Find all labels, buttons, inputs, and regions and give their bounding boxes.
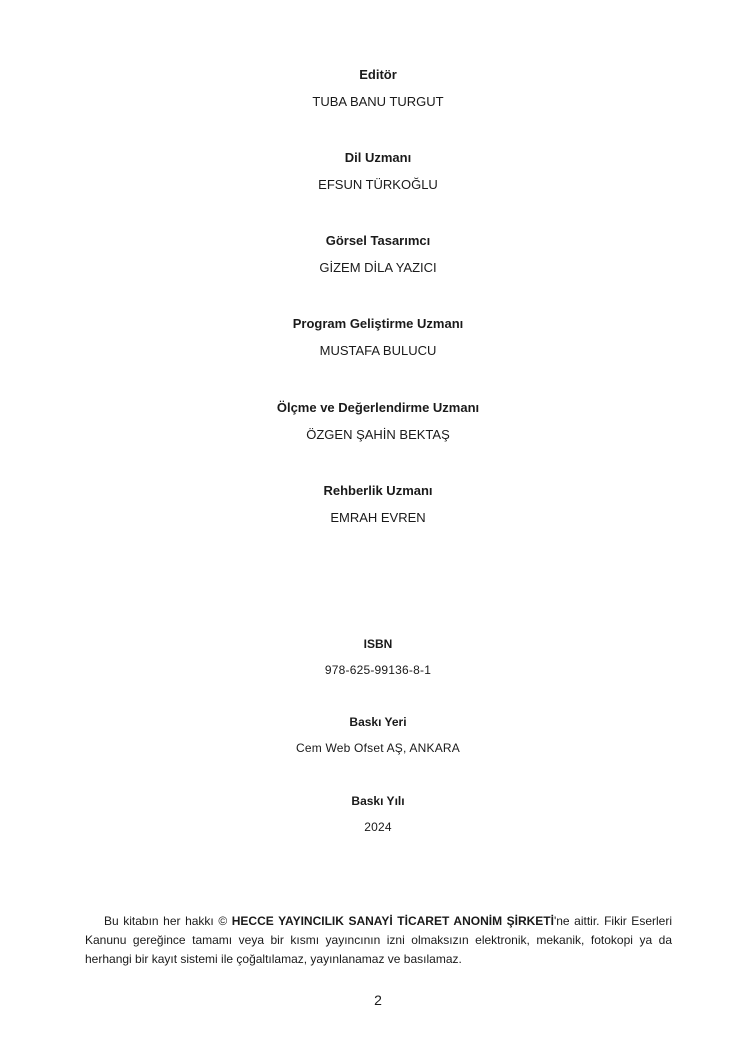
credit-role: Rehberlik Uzmanı — [323, 483, 433, 498]
credit-name: EFSUN TÜRKOĞLU — [318, 177, 438, 192]
copyright-prefix: Bu kitabın her hakkı © — [104, 914, 232, 928]
credit-role: Editör — [359, 67, 397, 82]
credit-role: Dil Uzmanı — [344, 150, 412, 165]
credit-guidance-expert — [0, 483, 756, 526]
credit-role: Görsel Tasarımcı — [325, 233, 431, 248]
publication-label: Baskı Yeri — [349, 715, 407, 729]
credit-program-developer — [0, 316, 756, 359]
credit-editor — [0, 67, 756, 110]
copyright-company: HECCE YAYINCILIK SANAYİ TİCARET ANONİM ŞİRKETİ — [231, 914, 554, 928]
credit-role: Program Geliştirme Uzmanı — [292, 316, 464, 331]
credit-role: Ölçme ve Değerlendirme Uzmanı — [276, 400, 480, 415]
copyright-notice — [85, 912, 672, 969]
copyright-suffix: 'ne aittir. Fikir Eserleri Kanunu gereğince tamamı veya bir kısmı yayıncının izni olmaksızın elektronik, mekanik, fotokopi ya da herhangi bir kayıt sistemi ile çoğaltılamaz, yayınlanamaz ve basılamaz. — [85, 914, 672, 966]
credit-name: GİZEM DİLA YAZICI — [319, 260, 437, 275]
publication-isbn — [0, 636, 756, 678]
credit-name: MUSTAFA BULUCU — [319, 343, 437, 358]
publication-value: Cem Web Ofset AŞ, ANKARA — [296, 741, 460, 755]
credit-language-expert — [0, 150, 756, 193]
publication-print-year — [0, 793, 756, 835]
credit-assessment-expert — [0, 400, 756, 443]
publication-value: 2024 — [364, 820, 392, 834]
publication-label: ISBN — [363, 637, 393, 651]
credit-name: ÖZGEN ŞAHİN BEKTAŞ — [306, 427, 450, 442]
publication-print-place — [0, 714, 756, 756]
credit-visual-designer — [0, 233, 756, 276]
publication-value: 978-625-99136-8-1 — [324, 663, 432, 677]
credit-name: TUBA BANU TURGUT — [312, 94, 444, 109]
page-number: 2 — [374, 992, 382, 1008]
credit-name: EMRAH EVREN — [330, 510, 426, 525]
publication-label: Baskı Yılı — [351, 794, 405, 808]
